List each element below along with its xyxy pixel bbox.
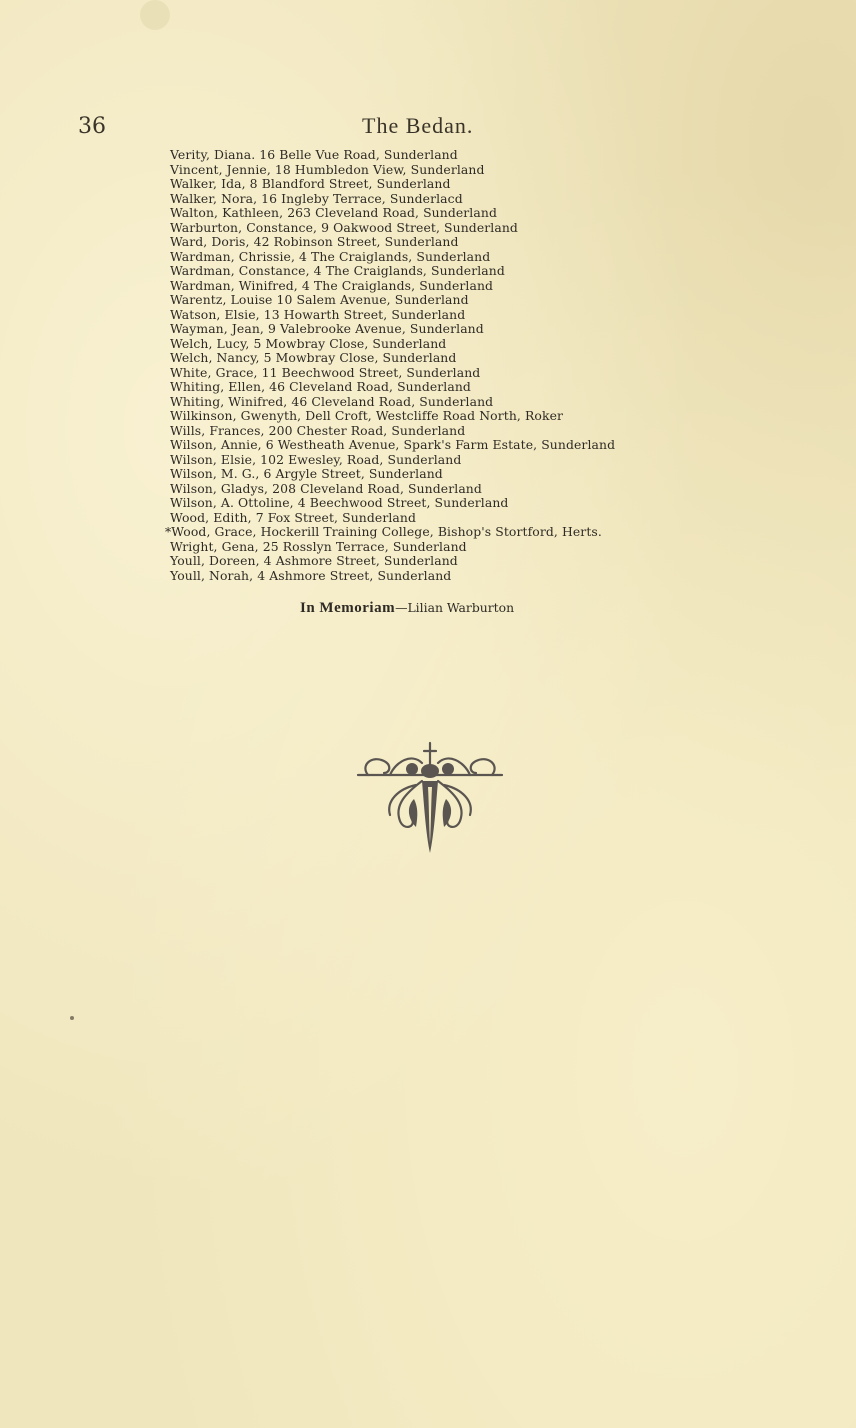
list-item: Warburton, Constance, 9 Oakwood Street, Sunderland: [170, 219, 518, 235]
list-item: Youll, Doreen, 4 Ashmore Street, Sunderland: [170, 553, 458, 568]
list-item: Walton, Kathleen, 263 Cleveland Road, Sunderland: [170, 205, 497, 220]
memoriam-heading: In Memoriam: [300, 600, 396, 616]
list-item: Welch, Nancy, 5 Mowbray Close, Sunderland: [170, 350, 457, 365]
memoriam-name: Lilian Warburton: [407, 600, 515, 615]
memoriam-separator: —: [395, 600, 408, 615]
list-item: Wilson, A. Ottoline, 4 Beechwood Street, Sunderland: [170, 495, 509, 510]
list-item: Wayman, Jean, 9 Valebrooke Avenue, Sunderland: [170, 321, 484, 336]
paper-stain: [70, 1016, 74, 1020]
list-item: Wright, Gena, 25 Rosslyn Terrace, Sunderland: [170, 538, 467, 554]
list-item: Watson, Elsie, 13 Howarth Street, Sunderland: [170, 306, 466, 322]
list-item: Whiting, Ellen, 46 Cleveland Road, Sunderland: [170, 379, 471, 394]
list-item: Wardman, Chrissie, 4 The Craiglands, Sunderland: [170, 248, 491, 264]
list-item: Wilkinson, Gwenyth, Dell Croft, Westcliffe Road North, Roker: [170, 408, 564, 423]
page-number: 36: [78, 114, 106, 139]
member-list: [165, 147, 616, 583]
list-item: Warentz, Louise 10 Salem Avenue, Sunderland: [170, 292, 469, 307]
list-item: Welch, Lucy, 5 Mowbray Close, Sunderland: [170, 335, 447, 351]
list-item: Verity, Diana. 16 Belle Vue Road, Sunderland: [170, 147, 458, 162]
paper-stain: [140, 0, 170, 30]
list-item: Ward, Doris, 42 Robinson Street, Sunderland: [170, 234, 459, 249]
fleuron-ornament-icon: [350, 735, 510, 860]
list-item: Wardman, Winifred, 4 The Craiglands, Sunderland: [170, 277, 494, 293]
running-title: The Bedan.: [362, 113, 474, 138]
list-item: Whiting, Winifred, 46 Cleveland Road, Sunderland: [170, 393, 494, 409]
list-item: Wardman, Constance, 4 The Craiglands, Sunderland: [170, 263, 505, 278]
list-item: *Wood, Grace, Hockerill Training College, Bishop's Stortford, Herts.: [165, 524, 602, 539]
list-item: Wills, Frances, 200 Chester Road, Sunderland: [170, 422, 466, 438]
list-item: White, Grace, 11 Beechwood Street, Sunderland: [170, 364, 481, 380]
list-item: Walker, Ida, 8 Blandford Street, Sunderland: [170, 176, 451, 191]
list-item: Wood, Edith, 7 Fox Street, Sunderland: [170, 509, 417, 525]
list-item: Vincent, Jennie, 18 Humbledon View, Sunderland: [170, 161, 485, 177]
list-item: Youll, Norah, 4 Ashmore Street, Sunderland: [170, 567, 452, 583]
list-item: Wilson, M. G., 6 Argyle Street, Sunderland: [170, 466, 443, 481]
list-item: Walker, Nora, 16 Ingleby Terrace, Sunderlacd: [170, 190, 463, 206]
list-item: Wilson, Elsie, 102 Ewesley, Road, Sunderland: [170, 451, 462, 467]
list-item: Wilson, Annie, 6 Westheath Avenue, Spark's Farm Estate, Sunderland: [170, 437, 616, 452]
in-memoriam-line: [300, 600, 514, 617]
list-item: Wilson, Gladys, 208 Cleveland Road, Sunderland: [170, 480, 482, 496]
